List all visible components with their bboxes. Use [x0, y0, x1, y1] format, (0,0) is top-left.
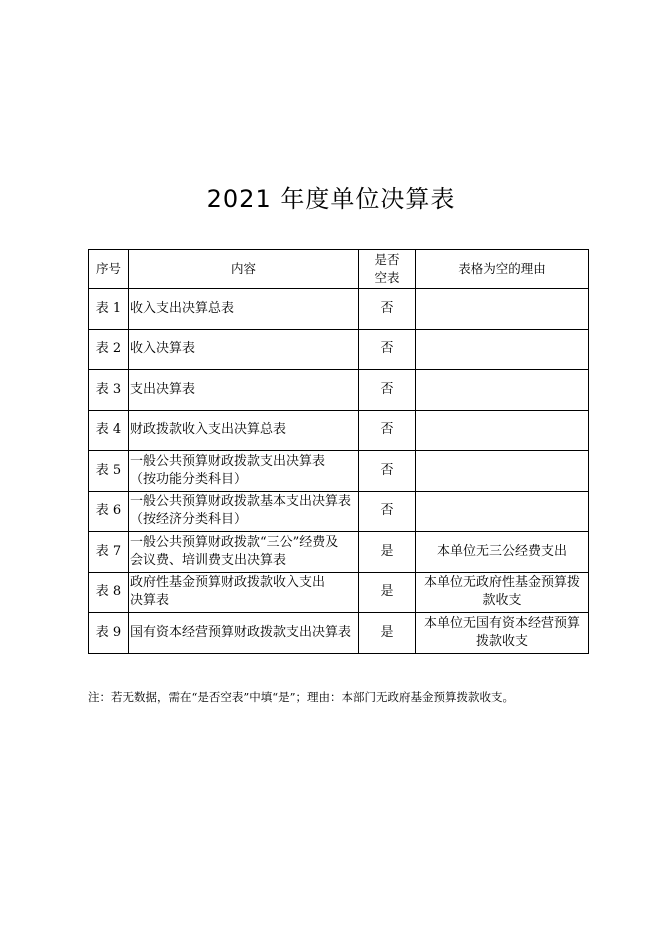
table-header-row — [89, 250, 589, 289]
row-content-line2: 决算表 — [130, 593, 170, 609]
row-content — [129, 289, 359, 330]
header-is-empty-line2: 空表 — [374, 270, 400, 285]
row-reason-line1: 本单位无国有资本经营预算 — [423, 615, 580, 631]
row-content — [129, 532, 359, 573]
table-row — [89, 532, 589, 573]
row-reason — [416, 329, 589, 370]
row-no: 表 4 — [89, 410, 129, 451]
row-reason — [416, 613, 589, 654]
row-content-line1: 一般公共预算财政拨款支出决算表 — [130, 453, 326, 469]
row-content — [129, 370, 359, 411]
row-reason-line1: 本单位无三公经费支出 — [436, 543, 567, 559]
header-is-empty — [359, 250, 416, 289]
row-content — [129, 329, 359, 370]
row-no: 表 6 — [89, 491, 129, 532]
row-no: 表 9 — [89, 613, 129, 654]
row-reason-line1: 本单位无政府性基金预算拨 — [423, 575, 580, 591]
row-content-line1: 收入决算表 — [130, 341, 196, 357]
table-row — [89, 370, 589, 411]
row-reason — [416, 572, 589, 613]
header-no: 序号 — [89, 250, 129, 289]
row-no: 表 3 — [89, 370, 129, 411]
footnote: 注：若无数据，需在“是否空表”中填“是”；理由：本部门无政府基金预算拨款收支。 — [88, 690, 515, 704]
table-row — [89, 329, 589, 370]
row-content — [129, 491, 359, 532]
table-row — [89, 613, 589, 654]
row-content — [129, 410, 359, 451]
row-content — [129, 613, 359, 654]
row-content-line1: 支出决算表 — [130, 381, 196, 397]
row-reason — [416, 532, 589, 573]
header-content: 内容 — [129, 250, 359, 289]
row-content-line1: 政府性基金预算财政拨款收入支出 — [130, 575, 326, 591]
table-row — [89, 289, 589, 330]
row-is-empty: 否 — [359, 491, 416, 532]
table-row — [89, 410, 589, 451]
row-reason — [416, 289, 589, 330]
row-no: 表 7 — [89, 532, 129, 573]
row-reason — [416, 451, 589, 492]
final-accounts-table — [88, 249, 589, 654]
row-content-line2: 会议费、培训费支出决算表 — [130, 552, 287, 568]
row-is-empty: 是 — [359, 613, 416, 654]
row-reason — [416, 491, 589, 532]
row-content-line1: 收入支出决算总表 — [130, 300, 235, 316]
table-row — [89, 572, 589, 613]
row-reason-line2: 拨款收支 — [475, 633, 528, 649]
row-content-line2: （按经济分类科目） — [130, 512, 248, 528]
row-reason — [416, 410, 589, 451]
row-is-empty: 是 — [359, 572, 416, 613]
row-reason-line2: 款收支 — [482, 593, 522, 609]
row-content-line1: 一般公共预算财政拨款基本支出决算表 — [130, 494, 352, 510]
row-content-line1: 国有资本经营预算财政拨款支出决算表 — [130, 624, 352, 640]
row-is-empty: 否 — [359, 451, 416, 492]
page-title: 2021 年度单位决算表 — [206, 185, 456, 213]
row-content — [129, 451, 359, 492]
row-content-line1: 一般公共预算财政拨款“三公”经费及 — [130, 534, 339, 550]
row-no: 表 2 — [89, 329, 129, 370]
row-content-line2: （按功能分类科目） — [130, 471, 248, 487]
row-content-line1: 财政拨款收入支出决算总表 — [130, 422, 287, 438]
row-no: 表 5 — [89, 451, 129, 492]
table-row — [89, 491, 589, 532]
row-is-empty: 否 — [359, 289, 416, 330]
row-is-empty: 否 — [359, 329, 416, 370]
row-is-empty: 否 — [359, 370, 416, 411]
table-row — [89, 451, 589, 492]
row-no: 表 1 — [89, 289, 129, 330]
row-no: 表 8 — [89, 572, 129, 613]
row-is-empty: 是 — [359, 532, 416, 573]
header-is-empty-line1: 是否 — [374, 252, 400, 267]
row-is-empty: 否 — [359, 410, 416, 451]
header-reason: 表格为空的理由 — [416, 250, 589, 289]
row-reason — [416, 370, 589, 411]
row-content — [129, 572, 359, 613]
